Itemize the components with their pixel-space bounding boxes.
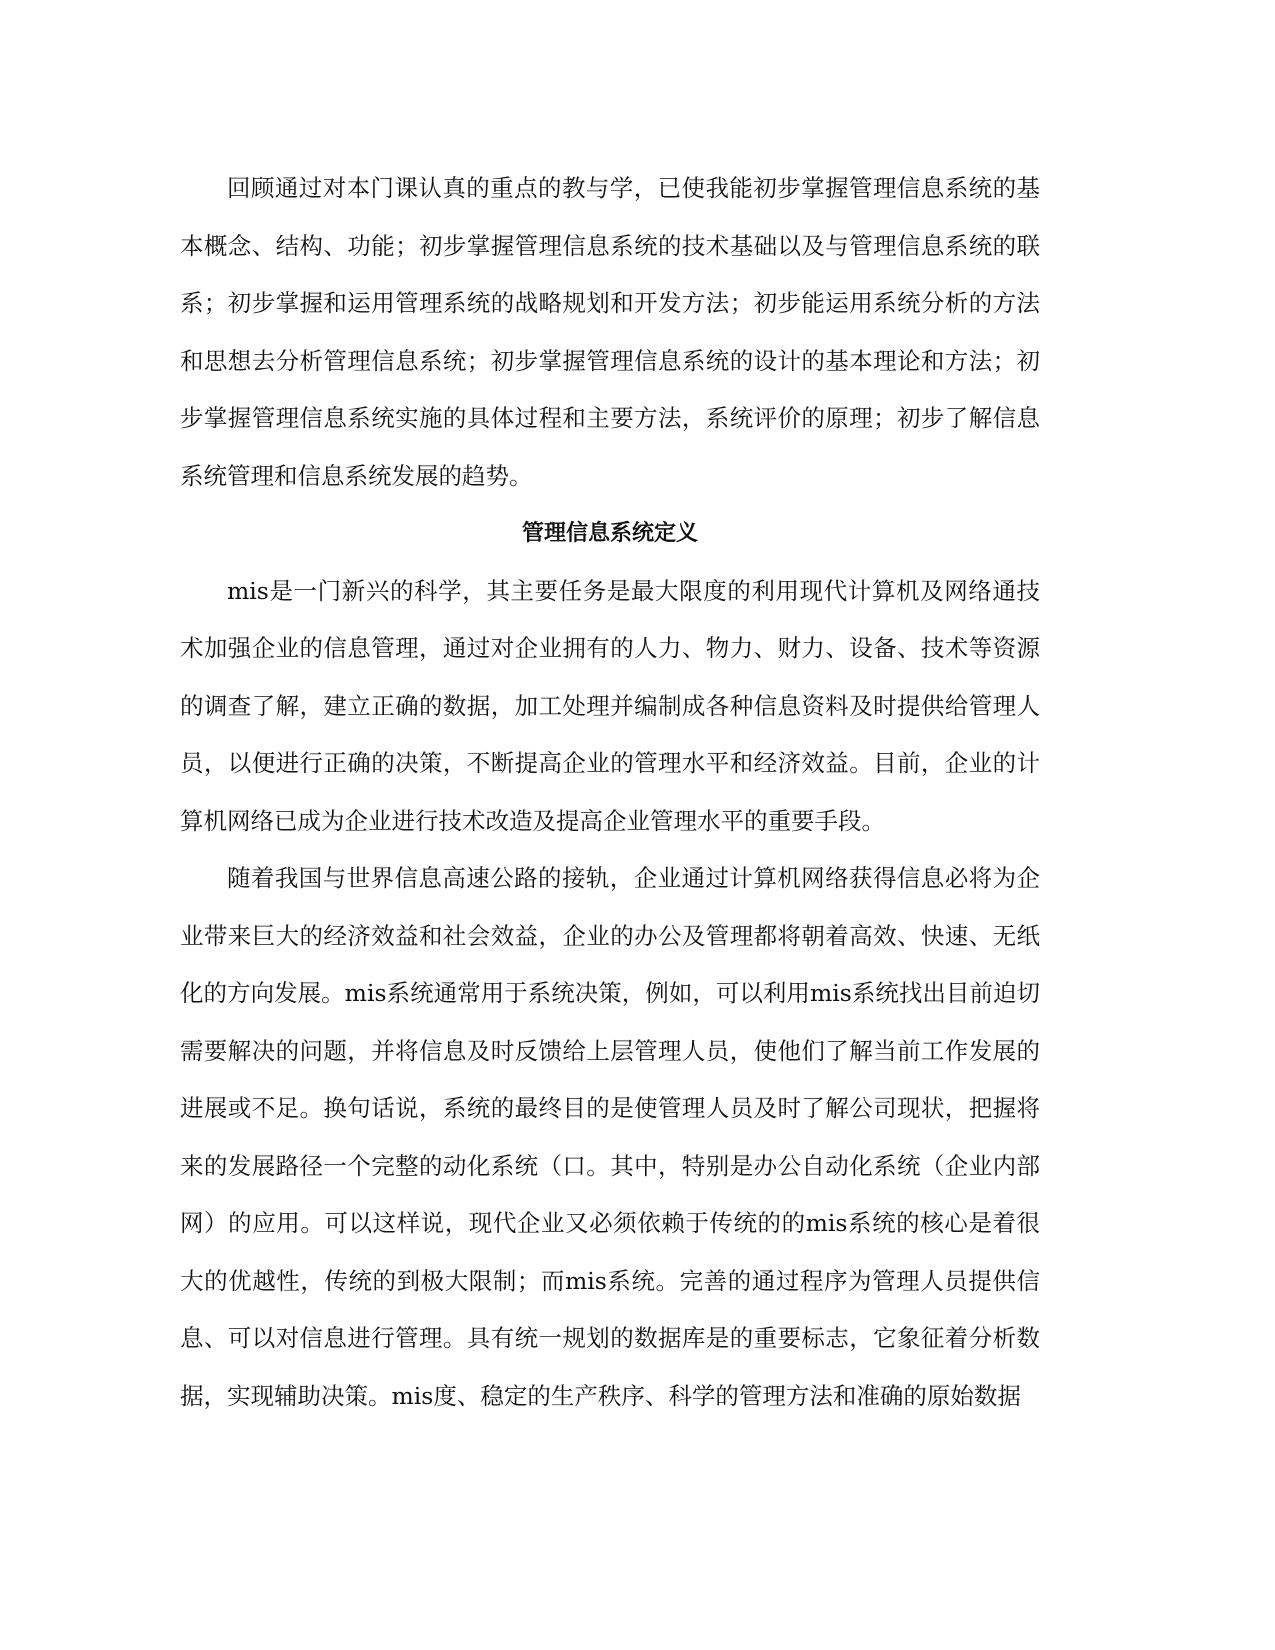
document-body [180, 160, 1040, 1425]
section-heading: 管理信息系统定义 [521, 521, 698, 546]
definition-paragraph: mis是一门新兴的科学，其主要任务是最大限度的利用现代计算机及网络通技术加强企业的信息管理，通过对企业拥有的人力、物力、财力、设备、技术等资源的调查了解，建立正确的数据，加工处理并编制成各种信息资料及时提供给管理人员，以便进行正确的决策，不断提高企业的管理水平和经济效益。目前，企业的计算机网络已成为企业进行技术改造及提高企业管理水平的重要手段。 [180, 576, 1040, 835]
intro-paragraph: 回顾通过对本门课认真的重点的教与学，已使我能初步掌握管理信息系统的基本概念、结构、功能；初步掌握管理信息系统的技术基础以及与管理信息系统的联系；初步掌握和运用管理系统的战略规划和开发方法；初步能运用系统分析的方法和思想去分析管理信息系统；初步掌握管理信息系统的设计的基本理论和方法；初步掌握管理信息系统实施的具体过程和主要方法，系统评价的原理；初步了解信息系统管理和信息系统发展的趋势。 [180, 174, 1040, 490]
development-paragraph: 随着我国与世界信息高速公路的接轨，企业通过计算机网络获得信息必将为企业带来巨大的经济效益和社会效益，企业的办公及管理都将朝着高效、快速、无纸化的方向发展。mis系统通常用于系统决策，例如，可以利用mis系统找出目前迫切需要解决的问题，并将信息及时反馈给上层管理人员，使他们了解当前工作发展的进展或不足。换句话说，系统的最终目的是使管理人员及时了解公司现状，把握将来的发展路径一个完整的动化系统（口。其中，特别是办公自动化系统（企业内部网）的应用。可以这样说，现代企业又必须依赖于传统的的mis系统的核心是着很大的优越性，传统的到极大限制；而mis系统。完善的通过程序为管理人员提供信息、可以对信息进行管理。具有统一规划的数据库是的重要标志，它象征着分析数据，实现辅助决策。mis度、稳定的生产秩序、科学的管理方法和准确的原始数据 [180, 864, 1040, 1410]
